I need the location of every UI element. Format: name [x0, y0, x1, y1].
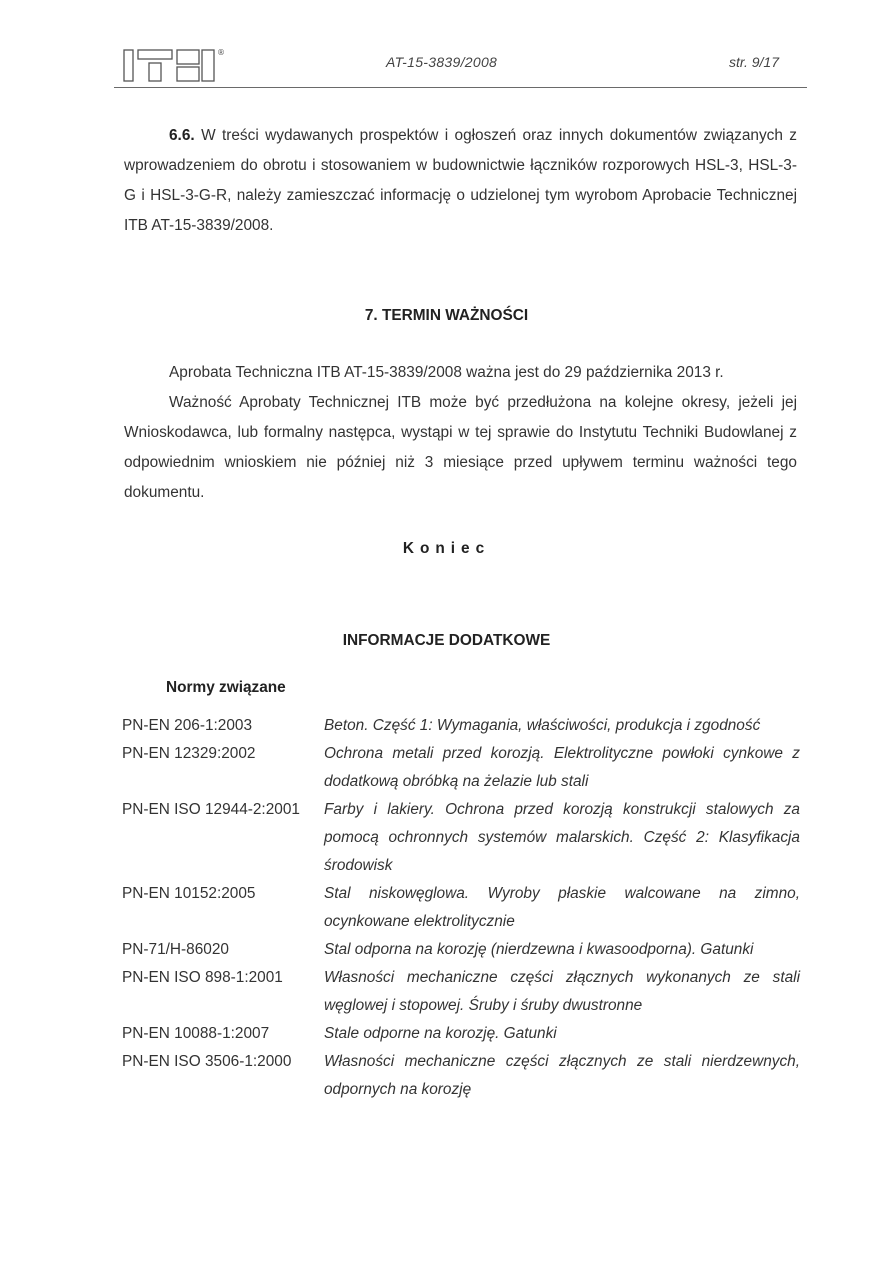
norm-row — [122, 1020, 800, 1048]
end-label: Koniec — [402, 540, 491, 557]
header-document-number: AT-15-3839/2008 — [386, 54, 498, 70]
section-7-title: 7. TERMIN WAŻNOŚCI — [364, 307, 529, 324]
norm-code: PN-EN ISO 3506-1:2000 — [122, 1053, 292, 1070]
section-7-paragraph-1: Aprobata Techniczna ITB AT-15-3839/2008 ważna jest do 29 października 2013 r. — [169, 364, 724, 381]
norms-title: Normy związane — [166, 679, 286, 696]
section-6-6-paragraph — [124, 121, 797, 241]
norm-description: Beton. Część 1: Wymagania, właściwości, produkcja i zgodność — [324, 717, 761, 734]
section-7-paragraph-2: Ważność Aprobaty Technicznej ITB może być przedłużona na kolejne okresy, jeżeli jej Wnioskodawca, lub formalny następca, wystąpi w tej sprawie do Instytutu Techniki Budowlanej z odpowiednim wnioskiem nie później niż 3 miesiące przed upływem terminu ważności tego dokumentu. — [124, 394, 797, 501]
norm-description: Stal odporna na korozję (nierdzewna i kwasoodporna). Gatunki — [324, 941, 754, 958]
section-6-6-text: W treści wydawanych prospektów i ogłoszeń oraz innych dokumentów związanych z wprowadzeniem do obrotu i stosowaniem w budownictwie łączników rozporowych HSL-3, HSL-3-G i HSL-3-G-R, należy zamieszczać informację o udzielonej tym wyrobom Aprobacie Technicznej ITB AT-15-3839/2008. — [124, 127, 797, 234]
norm-row — [122, 964, 800, 1020]
norm-description: Stale odporne na korozję. Gatunki — [324, 1025, 557, 1042]
norm-code: PN-71/H-86020 — [122, 941, 229, 958]
itb-logo — [122, 46, 226, 82]
norm-code: PN-EN 12329:2002 — [122, 745, 256, 762]
header-page-number: str. 9/17 — [728, 54, 779, 70]
norm-description: Ochrona metali przed korozją. Elektrolityczne powłoki cynkowe z dodatkową obróbką na żelazie lub stali — [324, 745, 800, 790]
norm-code: PN-EN ISO 898-1:2001 — [122, 969, 283, 986]
header-divider — [114, 87, 807, 88]
norm-description: Farby i lakiery. Ochrona przed korozją konstrukcji stalowych za pomocą ochronnych systemów malarskich. Część 2: Klasyfikacja środowisk — [324, 801, 800, 874]
norm-row — [122, 1048, 800, 1104]
norm-row — [122, 936, 800, 964]
norm-row — [122, 796, 800, 880]
norm-description: Własności mechaniczne części złącznych ze stali nierdzewnych, odpornych na korozję — [324, 1053, 800, 1098]
norm-row — [122, 740, 800, 796]
norm-code: PN-EN ISO 12944-2:2001 — [122, 801, 300, 818]
norms-list — [122, 712, 800, 1104]
norm-code: PN-EN 10152:2005 — [122, 885, 256, 902]
norm-row — [122, 712, 800, 740]
additional-info-title: INFORMACJE DODATKOWE — [342, 632, 551, 649]
norm-description: Własności mechaniczne części złącznych wykonanych ze stali węglowej i stopowej. Śruby i śruby dwustronne — [324, 969, 800, 1014]
norm-row — [122, 880, 800, 936]
norm-code: PN-EN 206-1:2003 — [122, 717, 253, 734]
norm-description: Stal niskowęglowa. Wyroby płaskie walcowane na zimno, ocynkowane elektrolitycznie — [324, 885, 800, 930]
norm-code: PN-EN 10088-1:2007 — [122, 1025, 270, 1042]
registered-mark: ® — [217, 48, 225, 57]
section-6-6-number: 6.6. — [169, 127, 195, 144]
